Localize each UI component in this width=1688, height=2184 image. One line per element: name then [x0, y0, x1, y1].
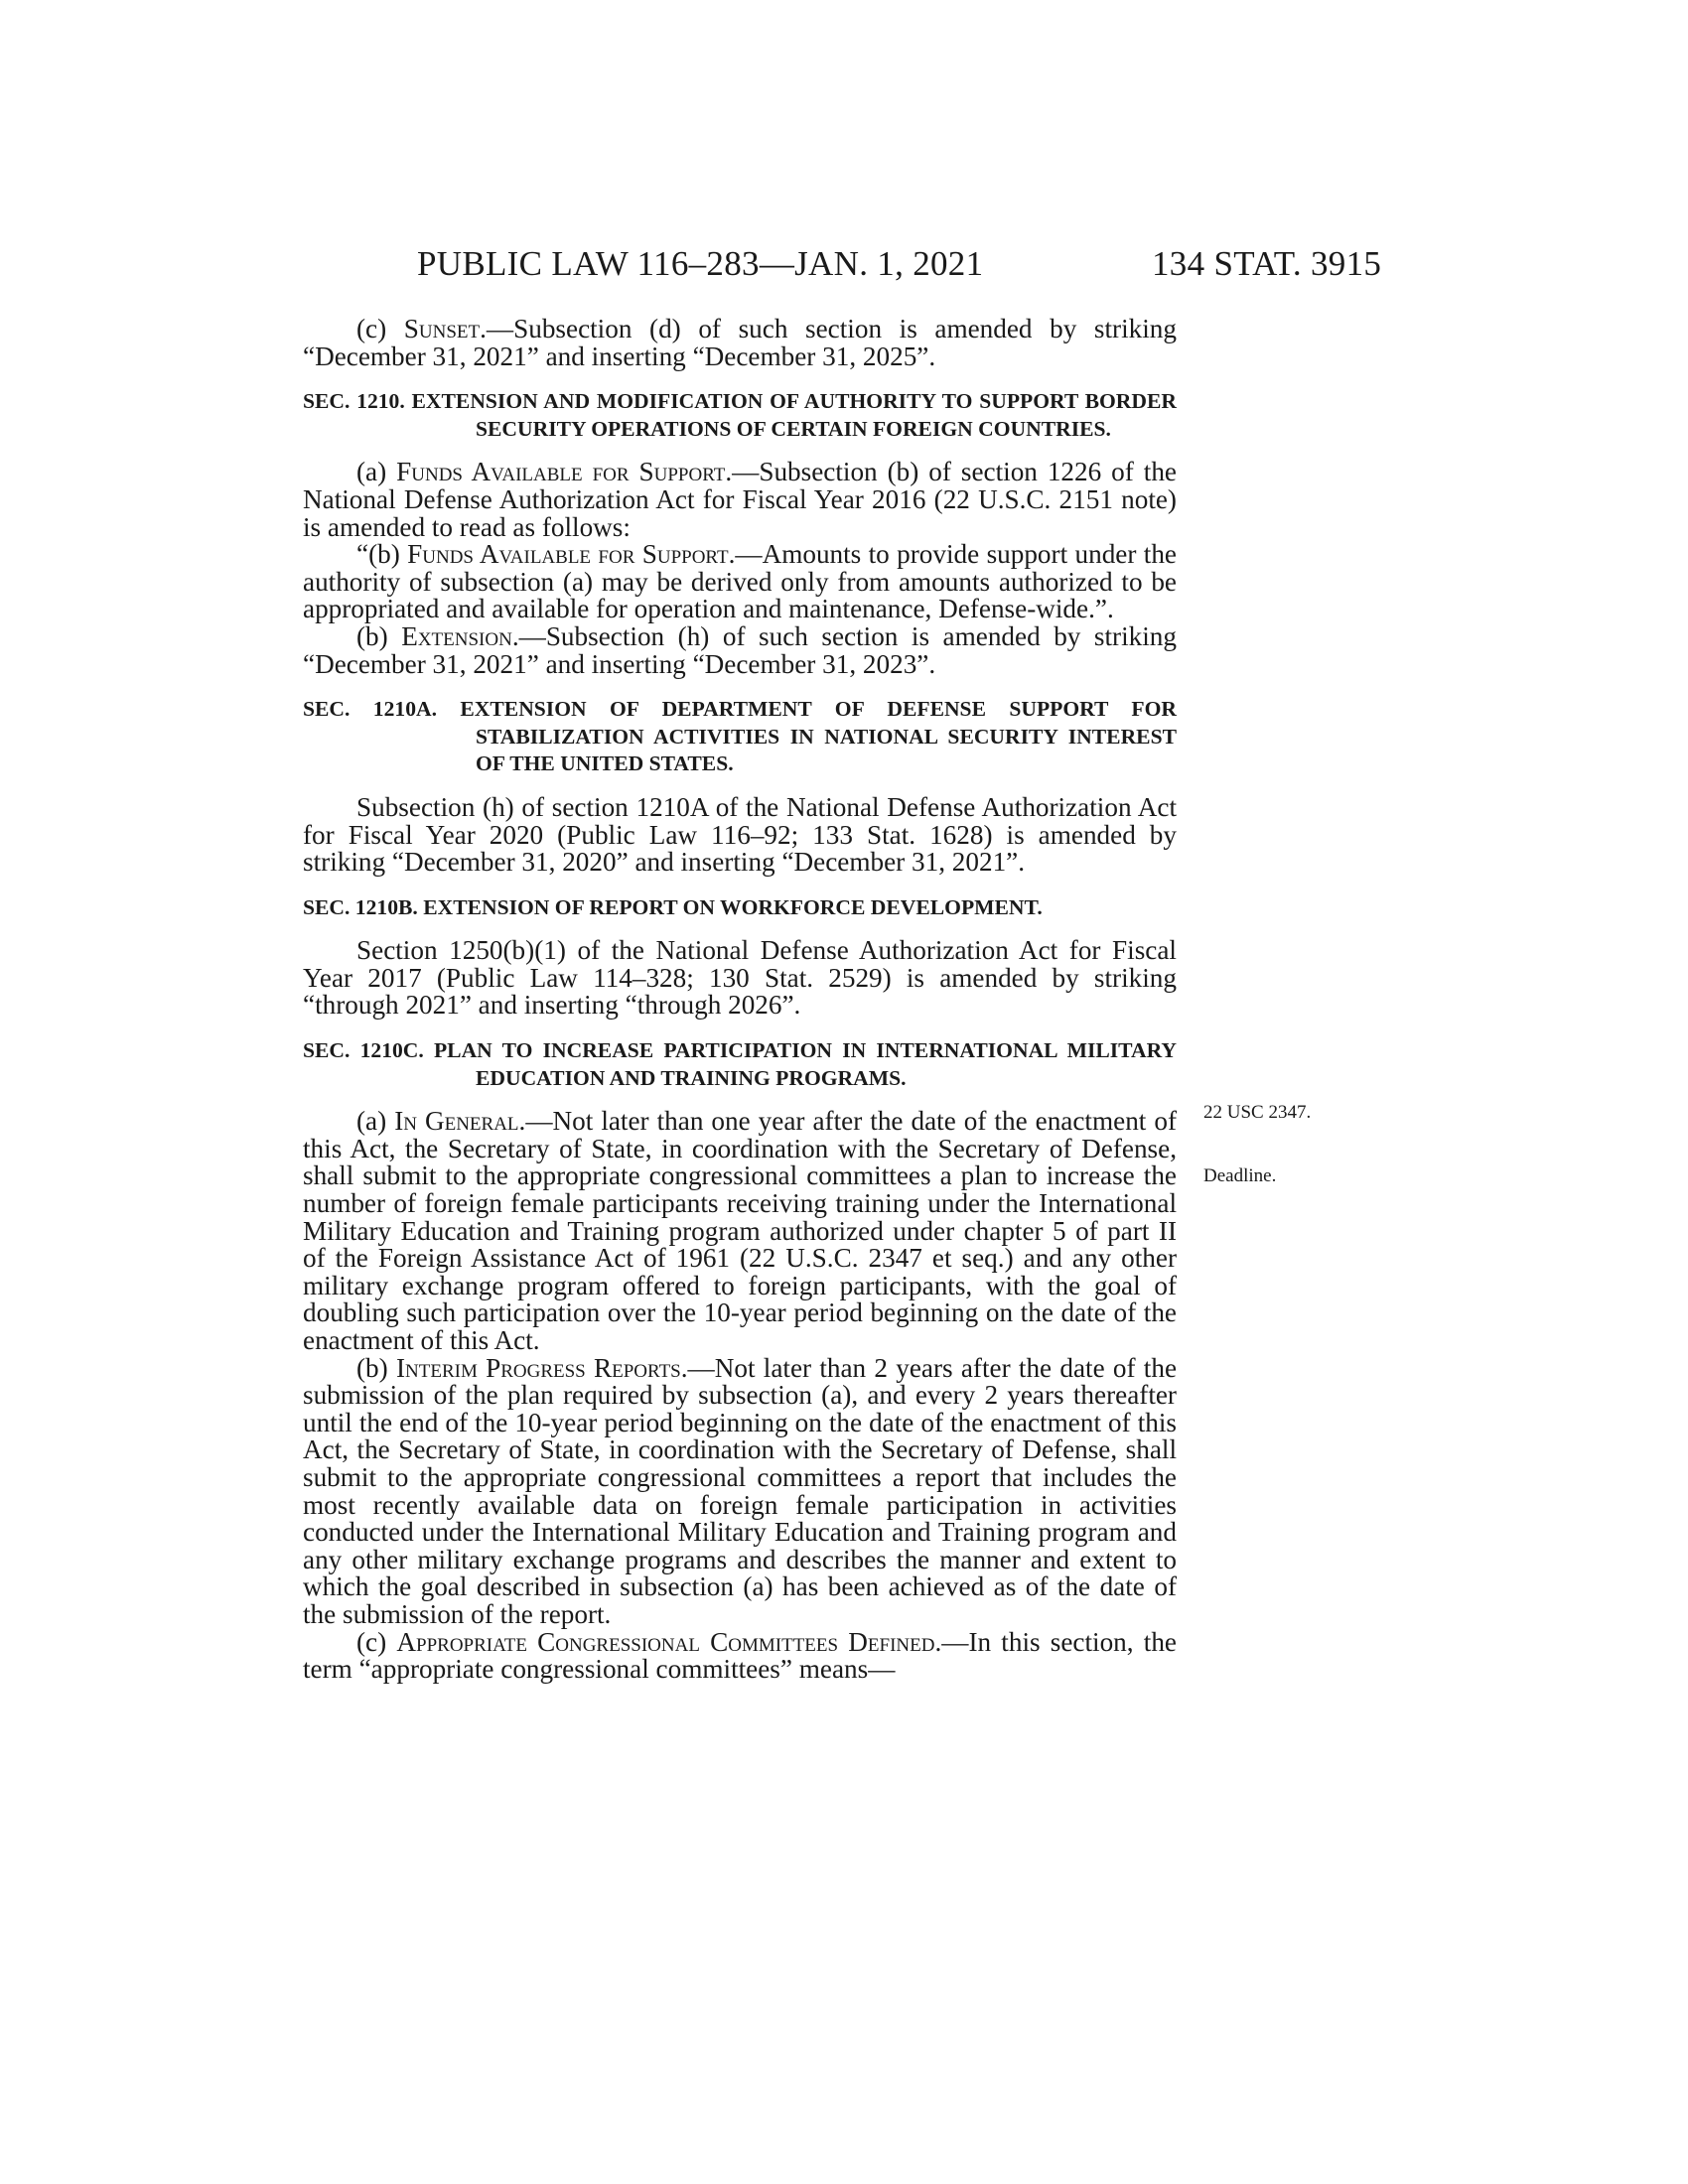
section-1210b-heading: SEC. 1210B. EXTENSION OF REPORT ON WORKFORCE DEVELOPMENT. — [303, 894, 1043, 919]
margin-note-deadline: Deadline. — [1203, 1165, 1277, 1186]
margin-note-usc-citation: 22 USC 2347. — [1203, 1102, 1312, 1123]
page-running-title: PUBLIC LAW 116–283—JAN. 1, 2021 — [417, 244, 984, 283]
section-1210b-text: Section 1250(b)(1) of the National Defense Authorization Act for Fiscal Year 2017 (Public Law 114–328; 130 Stat. 2529) is amended by striking “through 2021” and inserting “through 2026”. — [303, 935, 1177, 1021]
section-1210c-subsection-a: (a) In General.—Not later than one year after the date of the enactment of this Act, the Secretary of State, in coordination with the Secretary of Defense, shall submit to the appropriate congressional committees a plan to increase the number of foreign female participants receiving training under the International Military Education and Training program authorized under chapter 5 of part II of the Foreign Assistance Act of 1961 (22 U.S.C. 2347 et seq.) and any other military exchange program offered to foreign participants, with the goal of doubling such participation over the 10-year period beginning on the date of the enactment of this Act. — [303, 1106, 1178, 1355]
section-1210c-heading: SEC. 1210C. PLAN TO INCREASE PARTICIPATION IN INTERNATIONAL MILITARY EDUCATION AND TRAINING PROGRAMS. — [303, 1038, 1177, 1090]
section-1210c-subsection-b: (b) Interim Progress Reports.—Not later than 2 years after the date of the submission of the plan required by subsection (a), and every 2 years thereafter until the end of the 10-year period beginning on the date of the enactment of this Act, the Secretary of State, in coordination with the Secretary of Defense, shall submit to the appropriate congressional committees a report that includes the most recently available data on foreign female participation in activities conducted under the International Military Education and Training program and any other military exchange programs and describes the manner and extent to which the goal described in subsection (a) has been achieved as of the date of the submission of the report. — [303, 1352, 1178, 1629]
section-1210a-text: Subsection (h) of section 1210A of the National Defense Authorization Act for Fiscal Year 2020 (Public Law 116–92; 133 Stat. 1628) is amended by striking “December 31, 2020” and inserting “December 31, 2021”. — [303, 791, 1177, 878]
document-body — [303, 316, 1177, 1684]
section-1210-subsection-a: (a) Funds Available for Support.—Subsection (b) of section 1226 of the National Defense Authorization Act for Fiscal Year 2016 (22 U.S.C. 2151 note) is amended to read as follows: — [303, 457, 1177, 542]
sunset-paragraph: (c) Sunset.—Subsection (d) of such section is amended by striking “December 31, 2021” and inserting “December 31, 2025”. — [303, 314, 1177, 371]
section-1210-quoted-subsection-b: “(b) Funds Available for Support.—Amounts to provide support under the authority of subsection (a) may be derived only from amounts authorized to be appropriated and available for operation and maintenance, Defense-wide.”. — [303, 539, 1177, 624]
section-1210-heading: SEC. 1210. EXTENSION AND MODIFICATION OF AUTHORITY TO SUPPORT BORDER SECURITY OPERATIONS OF CERTAIN FOREIGN COUNTRIES. — [303, 389, 1177, 441]
sunset-heading: Sunset — [403, 314, 481, 343]
section-1210-subsection-b: (b) Extension.—Subsection (h) of such section is amended by striking “December 31, 2021” and inserting “December 31, 2023”. — [303, 620, 1177, 679]
section-1210c-subsection-c: (c) Appropriate Congressional Committees Defined.—In this section, the term “appropriate congressional committees” means— — [303, 1626, 1177, 1685]
section-1210a-heading: SEC. 1210A. EXTENSION OF DEPARTMENT OF DEFENSE SUPPORT FOR STABILIZATION ACTIVITIES IN NATIONAL SECURITY INTEREST OF THE UNITED STATES. — [303, 697, 1177, 776]
page-stat-number: 134 STAT. 3915 — [1152, 244, 1382, 283]
